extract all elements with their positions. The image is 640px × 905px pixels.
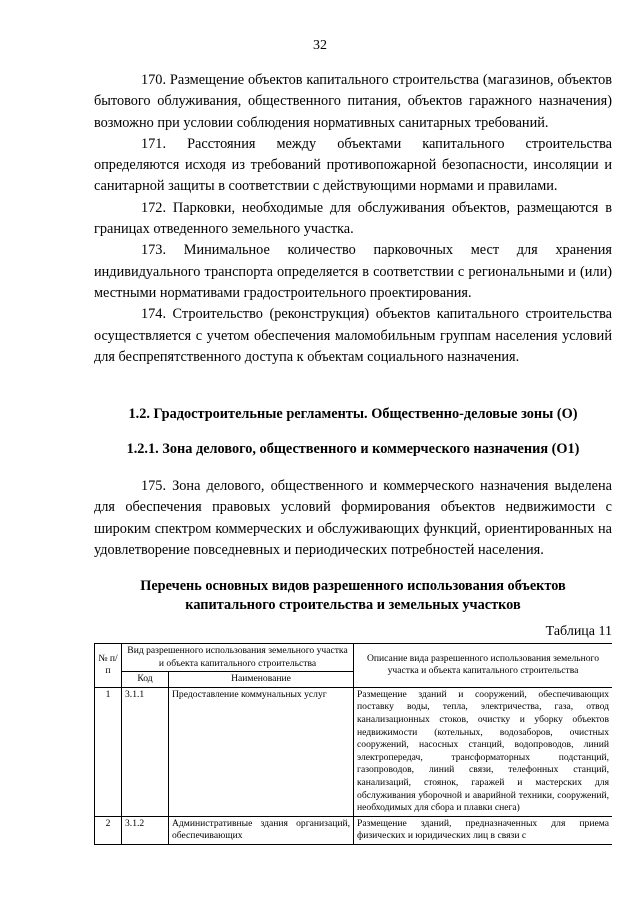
row-name: Предоставление коммунальных услуг bbox=[169, 687, 354, 816]
paragraphs-170-174 bbox=[94, 70, 612, 368]
page-number: 32 bbox=[313, 38, 327, 53]
row-code: 3.1.2 bbox=[122, 816, 169, 844]
paragraph-170: 170. Размещение объектов капитального строительства (магазинов, объектов бытового облуживания, общественного питания, объектов гаражного назначения) возможно при условии соблюдения нормативных санитарных требований. bbox=[94, 72, 612, 131]
table-row bbox=[95, 687, 613, 816]
paragraph-175-block bbox=[94, 476, 612, 561]
row-number: 1 bbox=[95, 687, 122, 816]
paragraph-171: 171. Расстояния между объектами капитального строительства определяются исходя из требований противопожарной безопасности, инсоляции и санитарной защиты в соответствии с действующими нормами и правилами. bbox=[94, 135, 612, 195]
row-description: Размещение зданий и сооружений, обеспечивающих поставку воды, тепла, электричества, газа, отвод канализационных стоков, очистку и уборку объектов недвижимости (котельных, водозаборов, очистных сооружений, насосных станций, водопроводов, линий электропередач, трансформаторных подстанций, газопроводов, линий связи, телефонных станций, канализаций, стоянок, гаражей и мастерских для обслуживания уборочной и аварийной техники, сооружений, необходимых для сбора и плавки снега) bbox=[354, 687, 612, 816]
table-clip bbox=[94, 643, 612, 905]
list-title-line-1: Перечень основных видов разрешенного использования объектов bbox=[140, 578, 566, 594]
row-description: Размещение зданий, предназначенных для приема физических и юридических лиц в связи с bbox=[354, 816, 612, 844]
land-use-table bbox=[94, 643, 612, 845]
paragraph-172: 172. Парковки, необходимые для обслуживания объектов, размещаются в границах отведенного земельного участка. bbox=[94, 199, 612, 238]
row-number: 2 bbox=[95, 816, 122, 844]
table-row bbox=[95, 816, 613, 844]
row-code: 3.1.1 bbox=[122, 687, 169, 816]
row-name: Административные здания организаций, обеспечивающих bbox=[169, 816, 354, 844]
list-title-line-2: капитального строительства и земельных участков bbox=[185, 597, 521, 613]
header-name: Наименование bbox=[169, 672, 354, 688]
subsection-heading: 1.2.1. Зона делового, общественного и коммерческого назначения (О1) bbox=[126, 441, 580, 457]
paragraph-173: 173. Минимальное количество парковочных мест для хранения индивидуального транспорта определяется в соответствии с региональными и (или) местными нормативами градостроительного проектирования. bbox=[94, 242, 612, 301]
header-number: № п/п bbox=[95, 644, 122, 688]
table-caption: Таблица 11 bbox=[545, 624, 612, 639]
header-code: Код bbox=[122, 672, 169, 688]
paragraph-175: 175. Зона делового, общественного и коммерческого назначения выделена для обеспечения правовых условий формирования объектов недвижимости с широким спектром коммерческих и обслуживающих функций, ориентированных на удовлетворение повседневных и периодических потребностей населения. bbox=[94, 478, 612, 558]
section-heading: 1.2. Градостроительные регламенты. Общественно-деловые зоны (О) bbox=[128, 406, 578, 422]
header-description: Описание вида разрешенного использования земельного участка и объекта капитального строительства bbox=[354, 644, 612, 688]
header-use-type: Вид разрешенного использования земельного участка и объекта капитального строительства bbox=[122, 644, 354, 672]
paragraph-174: 174. Строительство (реконструкция) объектов капитального строительства осуществляется с учетом обеспечения маломобильным группам населения условий для беспрепятственного доступа к объектам социального назначения. bbox=[94, 306, 612, 365]
list-title bbox=[94, 577, 612, 615]
